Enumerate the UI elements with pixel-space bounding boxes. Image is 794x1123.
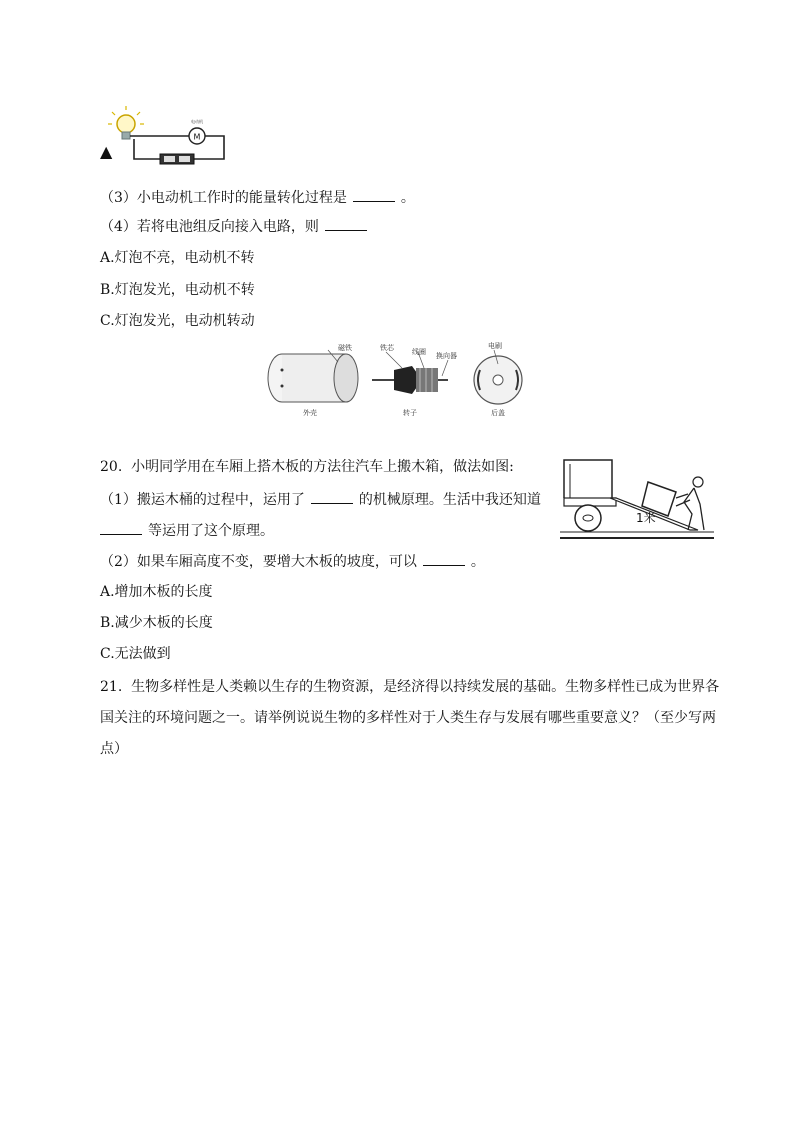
answer-blank[interactable] <box>353 187 395 202</box>
circuit-diagram <box>98 104 230 166</box>
label-magnet: 磁铁 <box>338 344 352 352</box>
battery-icon <box>160 154 194 164</box>
truck-ramp-figure <box>558 458 718 542</box>
q20-sub1-cont: 等运用了这个原理。 <box>100 520 274 541</box>
q21-line1: 21. 生物多样性是人类赖以生存的生物资源，是经济得以持续发展的基础。生物多样性已成为世界各 <box>100 679 720 695</box>
label-commutator: 换向器 <box>436 352 457 360</box>
q20-option-c: C.无法做到 <box>100 646 171 662</box>
q20-sub2: （2）如果车厢高度不变，要增大木板的坡度，可以 。 <box>100 551 485 572</box>
light-bulb-icon <box>108 106 144 139</box>
q20-option-a: A.增加木板的长度 <box>100 584 213 600</box>
label-brush: 电刷 <box>488 342 502 350</box>
motor-parts-figure <box>262 340 534 418</box>
motor-rotor-icon <box>372 366 448 394</box>
label-iron-core: 铁芯 <box>380 344 394 352</box>
ramp-length-label: 1米 <box>636 511 656 525</box>
q21-line2: 国关注的环境问题之一。请举例说说生物的多样性对于人类生存与发展有哪些重要意义？（至少写两 <box>100 710 716 726</box>
q20-option-b: B.减少木板的长度 <box>100 615 213 631</box>
person-icon <box>676 477 704 530</box>
q21-line3: 点） <box>100 741 128 757</box>
caption-shell: 外壳 <box>303 409 317 417</box>
q19-option-b: B.灯泡发光，电动机不转 <box>100 282 255 298</box>
answer-blank[interactable] <box>311 489 353 504</box>
caption-rotor: 转子 <box>403 409 417 417</box>
q19-option-c: C.灯泡发光，电动机转动 <box>100 313 255 329</box>
label-coil: 线圈 <box>412 348 426 356</box>
motor-label: 电动机 <box>191 119 203 124</box>
q19-sub4: （4）若将电池组反向接入电路，则 <box>100 216 373 237</box>
answer-blank[interactable] <box>100 520 142 535</box>
q20-sub1: （1）搬运木桶的过程中，运用了 的机械原理。生活中我还知道 <box>100 489 541 510</box>
motor-icon <box>189 128 205 144</box>
motor-shell-icon <box>268 354 358 402</box>
truck-icon <box>564 460 616 531</box>
svg-text:M: M <box>193 132 201 142</box>
q19-sub3: （3）小电动机工作时的能量转化过程是 。 <box>100 187 415 208</box>
q20-stem: 20. 小明同学用在车厢上搭木板的方法往汽车上搬木箱，做法如图: <box>100 459 514 475</box>
caption-back-cover: 后盖 <box>491 409 505 417</box>
circuit-marker: ▲ <box>100 142 113 161</box>
answer-blank[interactable] <box>325 216 367 231</box>
q19-option-a: A.灯泡不亮，电动机不转 <box>100 250 255 266</box>
answer-blank[interactable] <box>423 551 465 566</box>
